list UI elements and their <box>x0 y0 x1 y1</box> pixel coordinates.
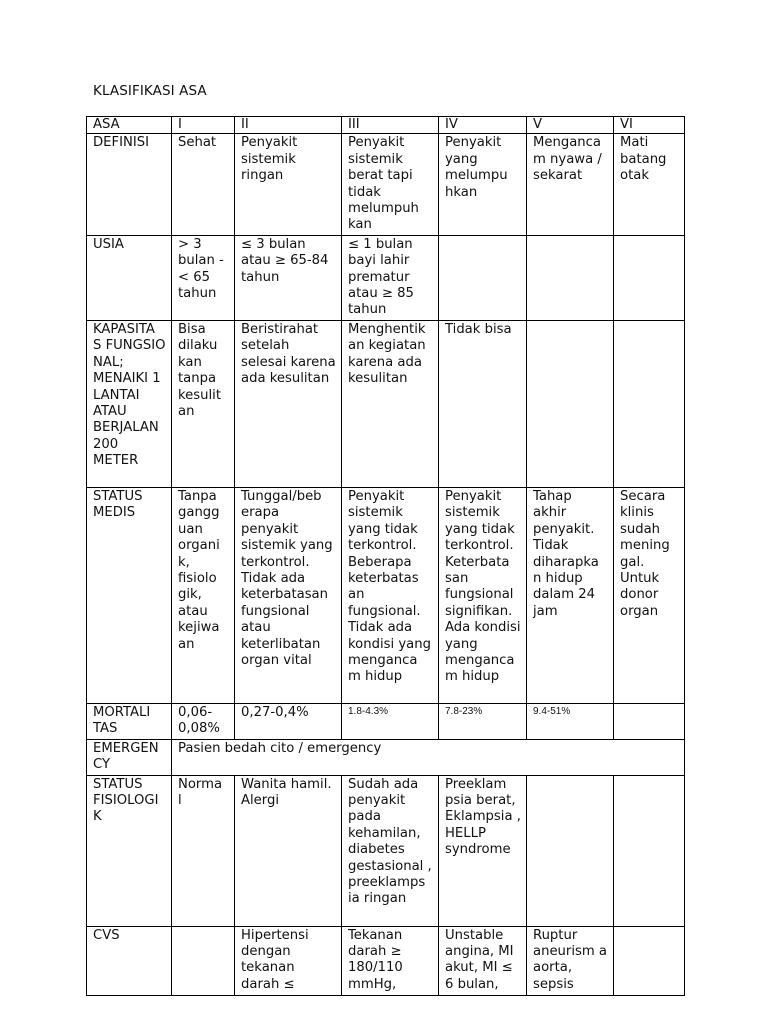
row-asa <box>87 117 685 134</box>
cell-usia-iii: ≤ 1 bulan bayi lahir prematur atau ≥ 85 tahun <box>342 235 439 320</box>
cell-asa-i: I <box>172 117 235 134</box>
row-kapasitas-fungsional <box>87 320 685 487</box>
row-status-fisiologik <box>87 775 685 926</box>
cell-definisi-ii: Penyakit sistemik ringan <box>235 134 342 235</box>
cell-mortalitas-vi <box>614 703 685 739</box>
cell-kapasitas-ii: Beristirahat setelah selesai karena ada kesulitan <box>235 320 342 487</box>
cell-kapasitas-v <box>527 320 614 487</box>
row-label: CVS <box>87 926 172 995</box>
cell-usia-v <box>527 235 614 320</box>
cell-definisi-vi: Mati batang otak <box>614 134 685 235</box>
cell-mortalitas-iii: 1.8-4.3% <box>342 703 439 739</box>
cell-medis-iv: Penyakit sistemik yang tidak terkontrol. Keterbata san fungsional signifikan. Ada kondisi yang menganca m hidup <box>439 487 527 703</box>
row-label: STATUS MEDIS <box>87 487 172 703</box>
row-emergency <box>87 739 685 775</box>
cell-mortalitas-iv: 7.8-23% <box>439 703 527 739</box>
row-label: USIA <box>87 235 172 320</box>
row-label: DEFINISI <box>87 134 172 235</box>
cell-cvs-iii: Tekanan darah ≥ 180/110 mmHg, <box>342 926 439 995</box>
asa-classification-table <box>86 116 685 996</box>
cell-cvs-i <box>172 926 235 995</box>
cell-mortalitas-i: 0,06-0,08% <box>172 703 235 739</box>
cell-cvs-ii: Hipertensi dengan tekanan darah ≤ <box>235 926 342 995</box>
cell-emergency-span: Pasien bedah cito / emergency <box>172 739 685 775</box>
cell-fisiologik-iii: Sudah ada penyakit pada kehamilan, diabetes gestasional , preeklamps ia ringan <box>342 775 439 926</box>
cell-medis-ii: Tunggal/beb erapa penyakit sistemik yang terkontrol. Tidak ada keterbatasan fungsional atau keterlibatan organ vital <box>235 487 342 703</box>
cell-medis-vi: Secara klinis sudah mening gal. Untuk donor organ <box>614 487 685 703</box>
row-label: EMERGEN CY <box>87 739 172 775</box>
cell-usia-vi <box>614 235 685 320</box>
cell-mortalitas-v: 9.4-51% <box>527 703 614 739</box>
cell-medis-iii: Penyakit sistemik yang tidak terkontrol. Beberapa keterbatas an fungsional. Tidak ada kondisi yang menganca m hidup <box>342 487 439 703</box>
row-cvs <box>87 926 685 995</box>
row-usia <box>87 235 685 320</box>
cell-asa-ii: II <box>235 117 342 134</box>
cell-cvs-vi <box>614 926 685 995</box>
document-title: KLASIFIKASI ASA <box>93 83 207 99</box>
row-label: MORTALI TAS <box>87 703 172 739</box>
cell-asa-iii: III <box>342 117 439 134</box>
cell-fisiologik-vi <box>614 775 685 926</box>
cell-usia-ii: ≤ 3 bulan atau ≥ 65-84 tahun <box>235 235 342 320</box>
cell-definisi-iii: Penyakit sistemik berat tapi tidak melumpuh kan <box>342 134 439 235</box>
cell-cvs-v: Ruptur aneurism a aorta, sepsis <box>527 926 614 995</box>
cell-fisiologik-v <box>527 775 614 926</box>
cell-fisiologik-iv: Preeklam psia berat, Eklampsia , HELLP syndrome <box>439 775 527 926</box>
cell-kapasitas-iii: Menghentik an kegiatan karena ada kesulitan <box>342 320 439 487</box>
cell-medis-v: Tahap akhir penyakit. Tidak diharapka n hidup dalam 24 jam <box>527 487 614 703</box>
cell-usia-iv <box>439 235 527 320</box>
cell-asa-vi: VI <box>614 117 685 134</box>
cell-definisi-i: Sehat <box>172 134 235 235</box>
cell-fisiologik-i: Norma l <box>172 775 235 926</box>
cell-fisiologik-ii: Wanita hamil. Alergi <box>235 775 342 926</box>
cell-kapasitas-i: Bisa dilaku kan tanpa kesulit an <box>172 320 235 487</box>
cell-usia-i: > 3 bulan - < 65 tahun <box>172 235 235 320</box>
cell-kapasitas-iv: Tidak bisa <box>439 320 527 487</box>
cell-kapasitas-vi <box>614 320 685 487</box>
row-label: KAPASITA S FUNGSIO NAL; MENAIKI 1 LANTAI ATAU BERJALAN 200 METER <box>87 320 172 487</box>
cell-definisi-v: Menganca m nyawa / sekarat <box>527 134 614 235</box>
cell-medis-i: Tanpa gangg uan organi k, fisiolo gik, atau kejiwa an <box>172 487 235 703</box>
cell-definisi-iv: Penyakit yang melumpu hkan <box>439 134 527 235</box>
cell-asa-v: V <box>527 117 614 134</box>
cell-cvs-iv: Unstable angina, MI akut, MI ≤ 6 bulan, <box>439 926 527 995</box>
cell-mortalitas-ii: 0,27-0,4% <box>235 703 342 739</box>
row-mortalitas <box>87 703 685 739</box>
cell-asa-iv: IV <box>439 117 527 134</box>
row-label: ASA <box>87 117 172 134</box>
row-label: STATUS FISIOLOGI K <box>87 775 172 926</box>
row-status-medis <box>87 487 685 703</box>
row-definisi <box>87 134 685 235</box>
